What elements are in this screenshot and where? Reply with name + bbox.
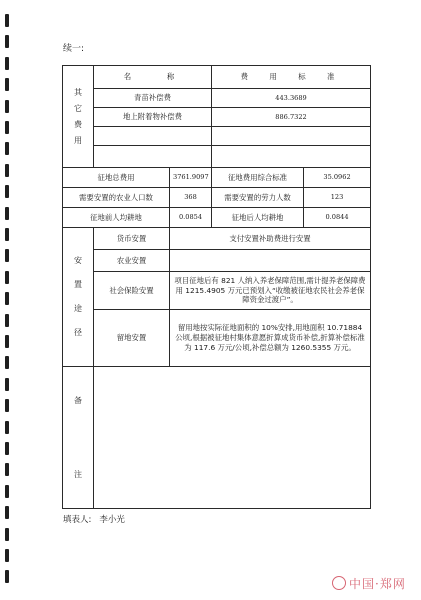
- resettlement-detail: 项目征地后有 821 人纳入养老保障范围,需计提养老保障费用 1215.4905 万元已预划入“收缴被征地农民社会养老保障资金过渡户”。: [170, 272, 371, 310]
- binding-hole-mark: [5, 121, 9, 134]
- table-row: [63, 89, 371, 108]
- cost-item-name: 青苗补偿费: [94, 89, 212, 108]
- resettlement-detail: [170, 250, 371, 272]
- binding-hole-mark: [5, 292, 9, 305]
- header-standard: 费 用 标 准: [212, 66, 371, 89]
- resettlement-detail: 支付安置补助费进行安置: [170, 228, 371, 250]
- cost-item-value: [212, 146, 371, 168]
- binding-hole-mark: [5, 271, 9, 284]
- site-watermark: 中国·郑网: [332, 575, 406, 592]
- binding-hole-mark: [5, 164, 9, 177]
- binding-hole-mark: [5, 185, 9, 198]
- binding-hole-mark: [5, 485, 9, 498]
- binding-hole-mark: [5, 228, 9, 241]
- resettlement-row: [63, 310, 371, 367]
- filler-name: 李小光: [99, 515, 125, 525]
- pre-land-label: 征地前人均耕地: [63, 208, 170, 228]
- other-costs-label: 其 它 费 用: [63, 66, 94, 168]
- binding-hole-mark: [5, 356, 9, 369]
- binding-hole-mark: [5, 570, 9, 583]
- resettlement-type: 留地安置: [94, 310, 170, 367]
- total-cost-label: 征地总费用: [63, 168, 170, 188]
- binding-hole-mark: [5, 314, 9, 327]
- resettlement-label: 安 置 途 径: [63, 228, 94, 367]
- resettlement-detail: 留用地按实际征地面积的 10%安排,用地面积 10.71884 公顷,根据被征地村集体意愿折算成货币补偿,折算补偿标准为 117.6 万元/公顷,补偿总额为 1260.5355 万元。: [170, 310, 371, 367]
- table-row: [63, 108, 371, 127]
- binding-hole-strip: [5, 14, 14, 594]
- binding-hole-mark: [5, 14, 9, 27]
- ag-population-label: 需要安置的农业人口数: [63, 188, 170, 208]
- binding-hole-mark: [5, 249, 9, 262]
- resettlement-row: [63, 272, 371, 310]
- binding-hole-mark: [5, 335, 9, 348]
- binding-hole-mark: [5, 528, 9, 541]
- cost-item-name: 地上附着物补偿费: [94, 108, 212, 127]
- cost-item-value: 443.3689: [212, 89, 371, 108]
- binding-hole-mark: [5, 57, 9, 70]
- summary-row-farmland: [63, 208, 371, 228]
- filler-label: 填表人:: [63, 515, 92, 525]
- binding-hole-mark: [5, 142, 9, 155]
- total-cost-value: 3761.9097: [170, 168, 212, 188]
- remarks-label: 备 注: [63, 367, 94, 509]
- table-row: [63, 146, 371, 168]
- summary-row-total-cost: [63, 168, 371, 188]
- remarks-row: [63, 367, 371, 509]
- binding-hole-mark: [5, 549, 9, 562]
- cost-item-name: [94, 146, 212, 168]
- resettlement-type: 社会保险安置: [94, 272, 170, 310]
- header-name: 名 称: [94, 66, 212, 89]
- labor-value: 123: [304, 188, 371, 208]
- labor-label: 需要安置的劳力人数: [212, 188, 304, 208]
- table-row: [63, 127, 371, 146]
- cost-item-name: [94, 127, 212, 146]
- resettlement-row: [63, 250, 371, 272]
- resettlement-type: 货币安置: [94, 228, 170, 250]
- cost-item-value: [212, 127, 371, 146]
- binding-hole-mark: [5, 506, 9, 519]
- binding-hole-mark: [5, 442, 9, 455]
- binding-hole-mark: [5, 78, 9, 91]
- binding-hole-mark: [5, 421, 9, 434]
- post-land-value: 0.0844: [304, 208, 371, 228]
- composite-standard-label: 征地费用综合标准: [212, 168, 304, 188]
- binding-hole-mark: [5, 463, 9, 476]
- cost-item-value: 886.7322: [212, 108, 371, 127]
- summary-row-population: [63, 188, 371, 208]
- remarks-content: [94, 367, 371, 509]
- binding-hole-mark: [5, 100, 9, 113]
- seal-icon: [332, 576, 346, 590]
- resettlement-type: 农业安置: [94, 250, 170, 272]
- resettlement-row: [63, 228, 371, 250]
- pre-land-value: 0.0854: [170, 208, 212, 228]
- continuation-label: 续一:: [63, 44, 85, 54]
- binding-hole-mark: [5, 378, 9, 391]
- filler-line: [63, 513, 125, 525]
- composite-standard-value: 35.0962: [304, 168, 371, 188]
- land-acquisition-cost-table: [62, 65, 371, 509]
- post-land-label: 征地后人均耕地: [212, 208, 304, 228]
- binding-hole-mark: [5, 35, 9, 48]
- ag-population-value: 368: [170, 188, 212, 208]
- binding-hole-mark: [5, 207, 9, 220]
- binding-hole-mark: [5, 399, 9, 412]
- table-header-row: [63, 66, 371, 89]
